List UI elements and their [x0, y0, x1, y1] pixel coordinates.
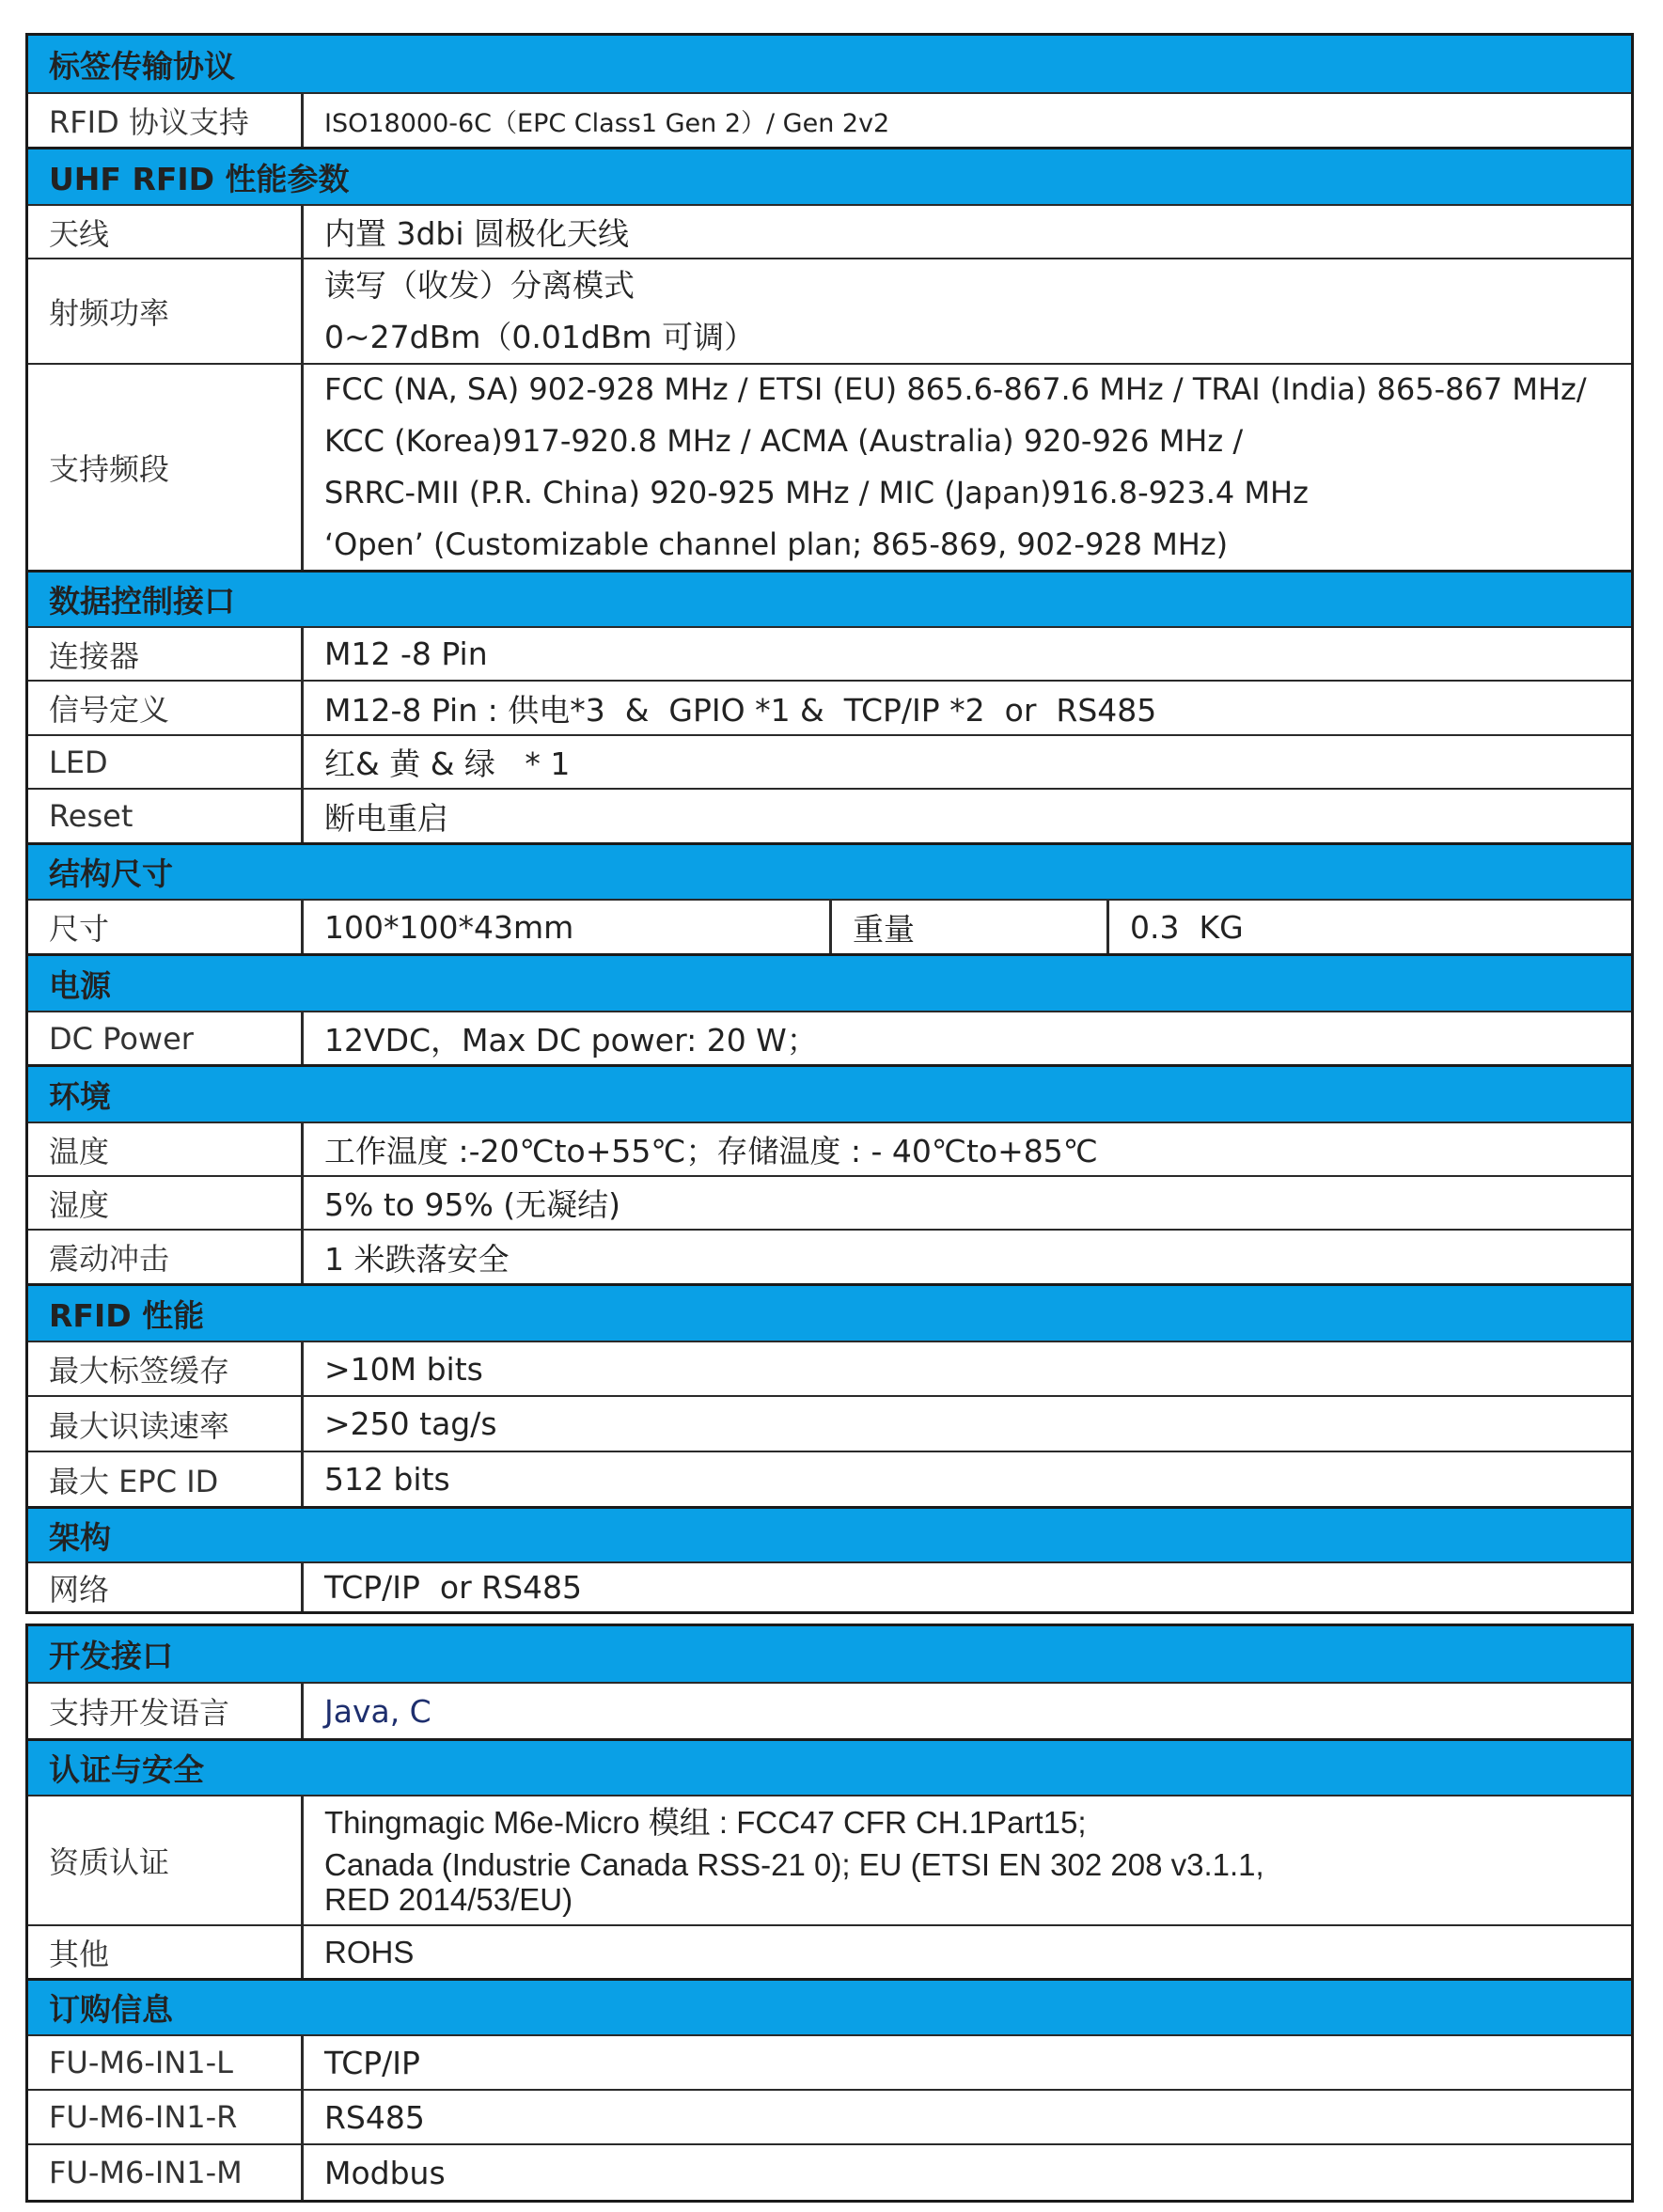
value-line: 0~27dBm（0.01dBm 可调）	[324, 319, 756, 355]
spec-table-secondary	[25, 1624, 1634, 2203]
row-label: 支持开发语言	[28, 1684, 304, 1738]
row-value	[304, 365, 1631, 570]
section-title: 认证与安全	[49, 1751, 204, 1788]
row-label: 支持频段	[28, 365, 304, 570]
value-line: KCC (Korea)917-920.8 MHz / ACMA (Australia) 920-926 MHz /	[324, 423, 1244, 459]
row-label: 射频功率	[28, 259, 304, 363]
row-value	[304, 94, 1631, 147]
section-title: 订购信息	[49, 1991, 173, 2028]
section-header-architecture	[28, 1506, 1631, 1561]
row-value	[304, 1342, 1631, 1395]
row-label: DC Power	[28, 1012, 304, 1064]
row-value	[304, 682, 1631, 734]
row-signal	[28, 680, 1631, 734]
row-dc-power	[28, 1011, 1631, 1064]
row-tag-buffer	[28, 1341, 1631, 1395]
value-text: Java, C	[324, 1692, 431, 1730]
row-value	[304, 2145, 1631, 2200]
row-label: 网络	[28, 1563, 304, 1611]
row-epc-id	[28, 1451, 1631, 1506]
row-humidity	[28, 1175, 1631, 1229]
section-title: 开发接口	[49, 1638, 173, 1674]
row-size	[28, 899, 1631, 953]
value-text: TCP/IP	[324, 2044, 420, 2081]
spec-table-main	[25, 33, 1634, 1614]
section-header-power	[28, 953, 1631, 1011]
section-title: 标签传输协议	[49, 47, 235, 85]
value-text: M12 -8 Pin	[324, 635, 488, 672]
value-text: 工作温度 :-20℃to+55℃；存储温度 : - 40℃to+85℃	[324, 1133, 1098, 1169]
value-line: ‘Open’ (Customizable channel plan; 865-869, 902-928 MHz)	[324, 526, 1229, 562]
row-label: 连接器	[28, 628, 304, 680]
row-value	[304, 736, 1631, 788]
row-label: Reset	[28, 790, 304, 842]
row-network	[28, 1561, 1631, 1611]
section-title: 电源	[49, 966, 111, 1004]
row-label: 温度	[28, 1123, 304, 1175]
row-value	[304, 1397, 1631, 1451]
section-header-structure	[28, 842, 1631, 899]
row-value	[304, 1123, 1631, 1175]
row-label: 最大标签缓存	[28, 1342, 304, 1395]
row-antenna	[28, 204, 1631, 258]
row-value	[304, 1231, 1631, 1283]
row-value	[304, 2091, 1631, 2143]
value-line: FCC (NA, SA) 902-928 MHz / ETSI (EU) 865.6-867.6 MHz / TRAI (India) 865-867 MHz/	[324, 371, 1587, 407]
row-value	[304, 259, 1631, 363]
value-line: Canada (Industrie Canada RSS-21 0); EU (ETSI EN 302 208 v3.1.1,	[324, 1846, 1264, 1882]
section-header-uhf	[28, 147, 1631, 204]
row-value	[304, 1796, 1631, 1924]
section-header-rfid-perf	[28, 1283, 1631, 1341]
row-reset	[28, 788, 1631, 842]
row-rfid-protocol	[28, 92, 1631, 147]
value-line: SRRC-MII (P.R. China) 920-925 MHz / MIC (Japan)916.8-923.4 MHz	[324, 475, 1309, 510]
row-order-item	[28, 2089, 1631, 2143]
value-line: 读写（收发）分离模式	[324, 267, 635, 304]
row-led	[28, 734, 1631, 788]
value-text: >10M bits	[324, 1350, 483, 1388]
row-label: FU-M6-IN1-L	[28, 2036, 304, 2089]
value-line: RED 2014/53/EU)	[324, 1881, 573, 1917]
row-value	[304, 790, 1631, 842]
row-label: LED	[28, 736, 304, 788]
section-header-dev	[28, 1626, 1631, 1682]
value-text: 断电重启	[324, 799, 448, 837]
row-label: 天线	[28, 206, 304, 258]
row-label: FU-M6-IN1-R	[28, 2091, 304, 2143]
section-title: UHF RFID 性能参数	[49, 160, 350, 197]
value-text: ISO18000-6C（EPC Class1 Gen 2）/ Gen 2v2	[324, 108, 890, 138]
row-bands	[28, 363, 1631, 570]
value-text: 5% to 95% (无凝结)	[324, 1186, 621, 1223]
value-text: RS485	[324, 2098, 425, 2136]
row-label: 湿度	[28, 1177, 304, 1229]
section-title: 架构	[49, 1518, 111, 1556]
value-text: M12-8 Pin : 供电*3 & GPIO *1 & TCP/IP *2 or RS485	[324, 691, 1157, 729]
value-text: 512 bits	[324, 1461, 450, 1498]
section-header-interface	[28, 570, 1631, 626]
section-title: 环境	[49, 1077, 111, 1115]
section-header-environment	[28, 1064, 1631, 1122]
row-label: 信号定义	[28, 682, 304, 734]
row-value	[304, 2036, 1631, 2089]
row-value	[304, 1684, 1631, 1738]
row-shock	[28, 1229, 1631, 1283]
row-connector	[28, 626, 1631, 680]
section-header-tag-protocol	[28, 36, 1631, 92]
row-label: 最大 EPC ID	[28, 1452, 304, 1506]
value-text: 12VDC，Max DC power: 20 W；	[324, 1022, 818, 1059]
row-rf-power	[28, 258, 1631, 363]
row-label: 震动冲击	[28, 1231, 304, 1283]
section-title: 结构尺寸	[49, 855, 173, 892]
size-value: 100*100*43mm	[304, 901, 832, 953]
row-other	[28, 1924, 1631, 1978]
row-label: FU-M6-IN1-M	[28, 2145, 304, 2200]
value-text: 红& 黄 & 绿 * 1	[324, 745, 571, 782]
row-label: 最大识读速率	[28, 1397, 304, 1451]
row-value	[304, 1563, 1631, 1611]
row-order-item	[28, 2034, 1631, 2089]
value-text: ROHS	[324, 1935, 415, 1969]
row-value	[304, 628, 1631, 680]
row-temperature	[28, 1122, 1631, 1175]
row-value	[304, 1177, 1631, 1229]
row-qualification	[28, 1795, 1631, 1924]
value-text: 内置 3dbi 圆极化天线	[324, 215, 630, 252]
value-text: >250 tag/s	[324, 1405, 497, 1442]
value-text: Modbus	[324, 2154, 446, 2191]
section-title: RFID 性能	[49, 1296, 205, 1334]
value-line: Thingmagic M6e-Micro 模组 : FCC47 CFR CH.1Part15;	[324, 1804, 1087, 1840]
row-dev-language	[28, 1682, 1631, 1738]
row-value	[304, 1452, 1631, 1506]
row-label: 其他	[28, 1926, 304, 1978]
value-text: 1 米跌落安全	[324, 1240, 510, 1278]
section-header-order	[28, 1978, 1631, 2034]
row-label: 尺寸	[28, 901, 304, 953]
section-header-cert	[28, 1738, 1631, 1795]
row-value	[304, 1926, 1631, 1978]
row-label: RFID 协议支持	[28, 94, 304, 147]
row-value	[304, 206, 1631, 258]
row-value	[304, 1012, 1631, 1064]
section-title: 数据控制接口	[49, 583, 235, 620]
row-read-rate	[28, 1395, 1631, 1451]
value-text: TCP/IP or RS485	[324, 1569, 583, 1606]
row-order-item	[28, 2143, 1631, 2200]
weight-label: 重量	[832, 901, 1109, 953]
weight-value: 0.3 KG	[1130, 908, 1244, 946]
row-label: 资质认证	[28, 1796, 304, 1924]
